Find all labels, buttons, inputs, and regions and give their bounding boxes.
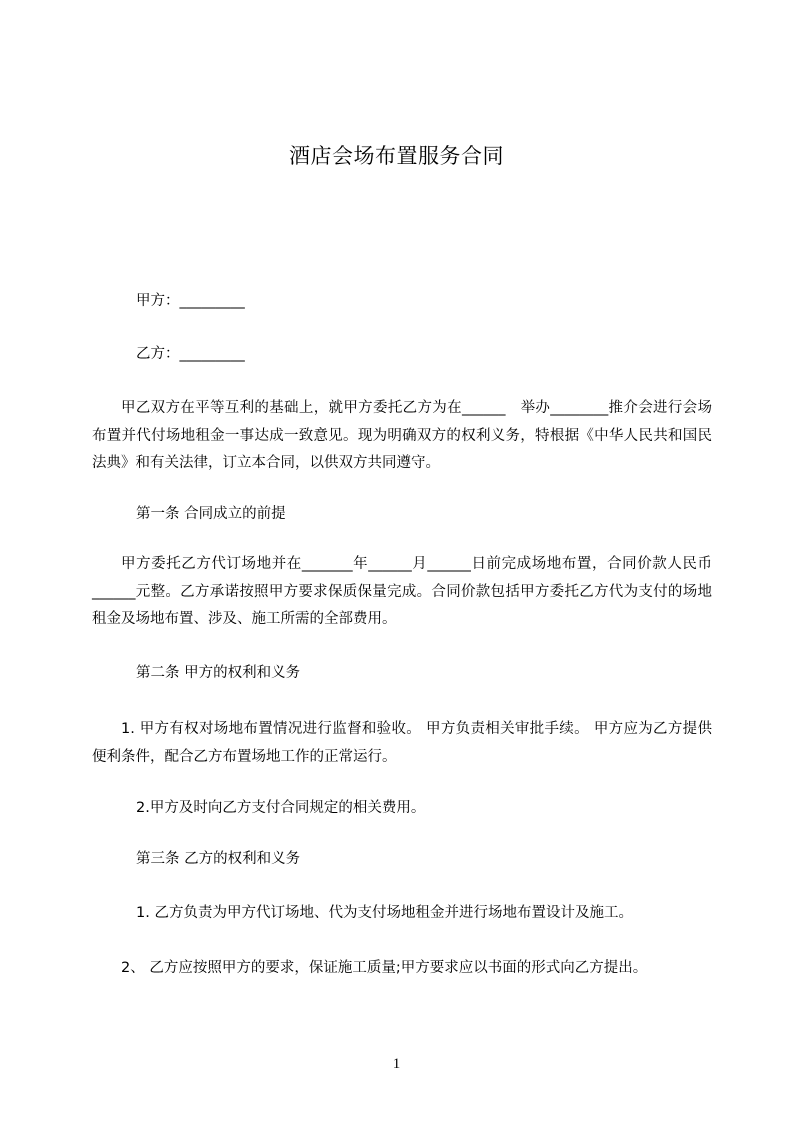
article1-heading: 第一条 合同成立的前提 [136,506,286,522]
party-a-line: 甲方：_________ [136,293,245,309]
article2-item2: 2.甲方及时向乙方支付合同规定的相关费用。 [136,800,426,816]
article2-item1: 1. 甲方有权对场地布置情况进行监督和验收。 甲方负责相关审批手续。 甲方应为乙方提供便利条件，配合乙方布置场地工作的正常运行。 [92,721,712,765]
article1-body: 甲方委托乙方代订场地并在_______年______月______日前完成场地布置，合同价款人民币______元整。乙方承诺按照甲方要求保质保量完成。合同价款包括甲方委托乙方代为支付的场地租金及场地布置、涉及、施工所需的全部费用。 [92,556,712,627]
party-b-line: 乙方：_________ [136,346,245,362]
article2-heading: 第二条 甲方的权利和义务 [136,665,301,681]
article3-item1: 1. 乙方负责为甲方代订场地、代为支付场地租金并进行场地布置设计及施工。 [136,905,633,921]
intro-paragraph: 甲乙双方在平等互利的基础上，就甲方委托乙方为在______ 举办________推介会进行会场布置并代付场地租金一事达成一致意见。现为明确双方的权利义务，特根据《中华人民共和国民法典》和有关法律，订立本合同，以供双方共同遵守。 [92,400,712,471]
page-number: 1 [392,1056,401,1072]
article3-item2: 2、 乙方应按照甲方的要求，保证施工质量;甲方要求应以书面的形式向乙方提出。 [121,960,648,976]
article3-heading: 第三条 乙方的权利和义务 [136,851,301,867]
document-title: 酒店会场布置服务合同 [289,144,504,168]
